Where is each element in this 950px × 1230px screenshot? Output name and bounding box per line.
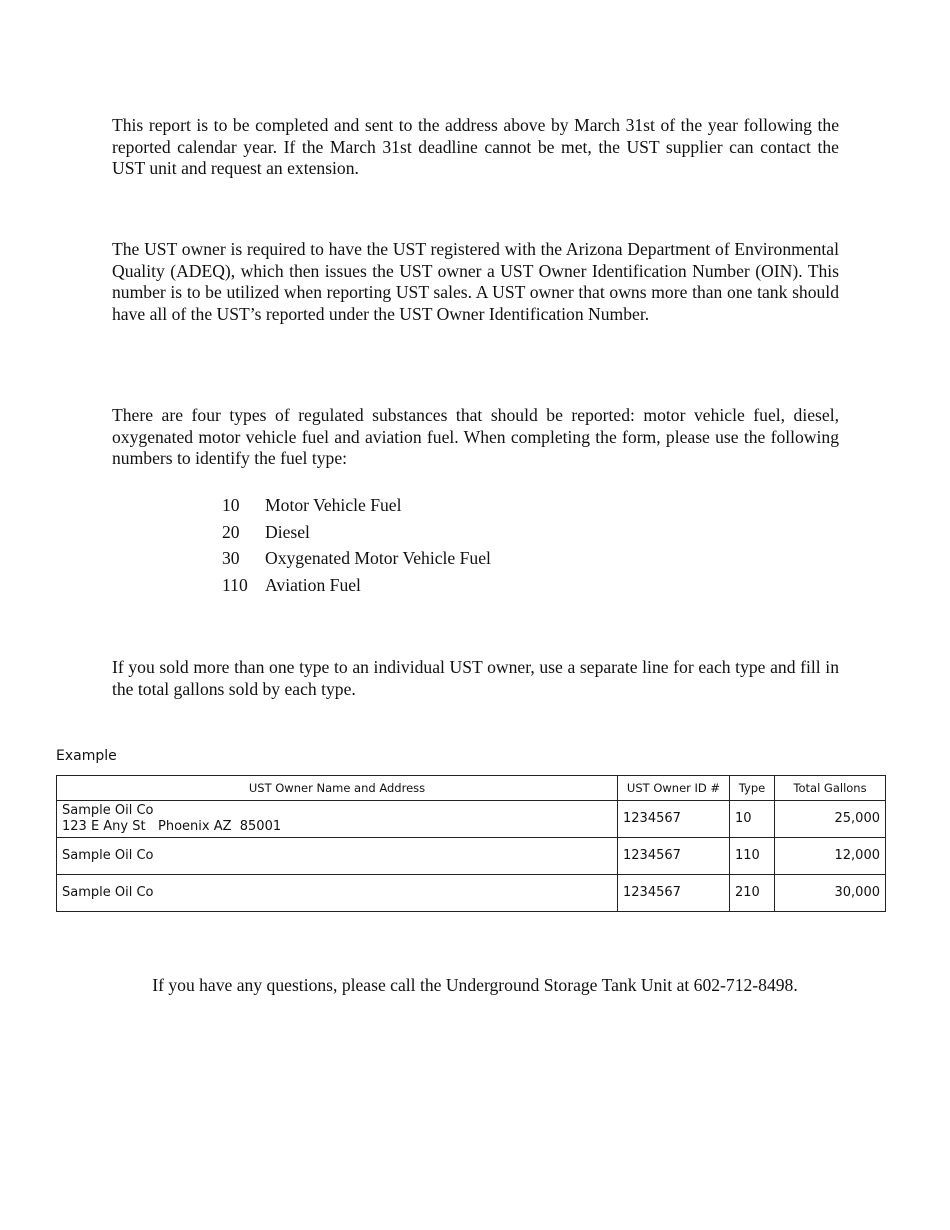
fuel-type-name: Aviation Fuel [265,574,361,595]
header-owner-name: UST Owner Name and Address [57,776,618,801]
fuel-type-code: 10 [222,495,240,515]
table-row [57,875,886,912]
owner-id-cell: 1234567 [618,801,730,838]
multiple-types-paragraph: If you sold more than one type to an individual UST owner, use a separate line for each type and fill in the total gallons sold by each type. [112,657,839,699]
owner-id-cell: 1234567 [618,875,730,912]
owner-name-cell: Sample Oil Co [57,838,618,875]
deadline-paragraph: This report is to be completed and sent to the address above by March 31st of the year following the reported calendar year. If the March 31st deadline cannot be met, the UST supplier can contact the UST unit and request an extension. [112,115,839,179]
fuel-type-code: 110 [222,574,248,595]
type-cell: 110 [730,838,775,875]
type-cell: 210 [730,875,775,912]
fuel-type-item [222,572,491,599]
owner-address: 123 E Any St Phoenix AZ 85001 [62,819,282,834]
fuel-type-list [222,492,491,598]
owner-name: Sample Oil Co [62,803,154,818]
registration-paragraph: The UST owner is required to have the UST registered with the Arizona Department of Environmental Quality (ADEQ), which then issues the UST owner a UST Owner Identification Number (OIN). This number is to be utilized when reporting UST sales. A UST owner that owns more than one tank should have all of the UST’s reported under the UST Owner Identification Number. [112,239,839,324]
fuel-type-item [222,545,491,572]
fuel-type-item [222,492,491,519]
owner-id-cell: 1234567 [618,838,730,875]
fuel-type-code: 20 [222,521,240,542]
table-row [57,801,886,838]
header-type: Type [730,776,775,801]
header-total-gallons: Total Gallons [775,776,886,801]
substances-paragraph: There are four types of regulated substances that should be reported: motor vehicle fuel, diesel, oxygenated motor vehicle fuel and aviation fuel. When completing the form, please use the following numbers to identify the fuel type: [112,405,839,469]
example-table [56,775,886,912]
fuel-type-name: Diesel [265,521,310,542]
gallons-cell: 25,000 [775,801,886,838]
fuel-type-name: Oxygenated Motor Vehicle Fuel [265,548,491,568]
owner-name-cell: Sample Oil Co [57,875,618,912]
owner-name-cell [57,801,618,838]
table-row [57,838,886,875]
type-cell: 10 [730,801,775,838]
example-label: Example [56,748,117,764]
table-header-row [57,776,886,801]
gallons-cell: 30,000 [775,875,886,912]
header-owner-id: UST Owner ID # [618,776,730,801]
fuel-type-item [222,519,491,546]
fuel-type-code: 30 [222,548,240,568]
fuel-type-name: Motor Vehicle Fuel [265,495,402,515]
closing-contact-line: If you have any questions, please call the Underground Storage Tank Unit at 602-712-8498. [152,975,798,995]
gallons-cell: 12,000 [775,838,886,875]
